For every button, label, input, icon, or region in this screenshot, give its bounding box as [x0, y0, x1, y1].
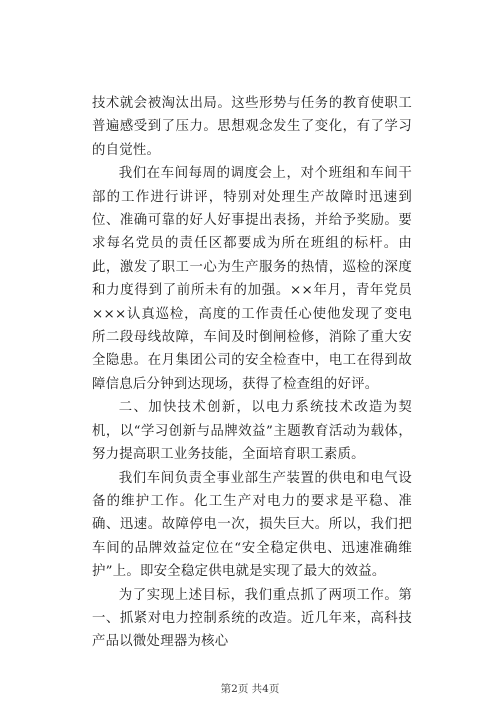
paragraph-continuation: 技术就会被淘汰出局。这些形势与任务的教育使职工普遍感受到了压力。思想观念发生了变化，有了学习的自觉性。: [92, 96, 412, 158]
paragraph: 我们车间负责全事业部生产装置的供电和电气设备的维护工作。化工生产对电力的要求是平稳、准确、迅速。故障停电一次，损失巨大。所以，我们把车间的品牌效益定位在“安全稳定供电、迅速准确维护”上。即安全稳定供电就是实现了最大的效益。: [92, 470, 412, 580]
paragraph: 为了实现上述目标，我们重点抓了两项工作。第一、抓紧对电力控制系统的改造。近几年来，高科技产品以微处理器为核心: [92, 587, 412, 650]
body-text: [92, 92, 412, 654]
paragraph: 我们在车间每周的调度会上，对个班组和车间干部的工作进行讲评，特别对处理生产故障时迅速到位、准确可靠的好人好事提出表扬，并给予奖励。要求每名党员的责任区都要成为所在班组的标杆。由此，激发了职工一心为生产服务的热情，巡检的深度和力度得到了前所未有的加强。××年月，青年党员×××认真巡检，高度的工作责任心使他发现了变电所二段母线故障，车间及时倒闸检修，消除了重大安全隐患。在月集团公司的安全检查中，电工在得到故障信息后分钟到达现场，获得了检查组的好评。: [92, 166, 412, 392]
section-heading-paragraph: 二、加快技术创新，以电力系统技术改造为契机，以“学习创新与品牌效益”主题教育活动为载体，努力提高职工业务技能，全面培育职工素质。: [92, 400, 412, 463]
page-number-footer: 第2页 共4页: [220, 683, 280, 695]
